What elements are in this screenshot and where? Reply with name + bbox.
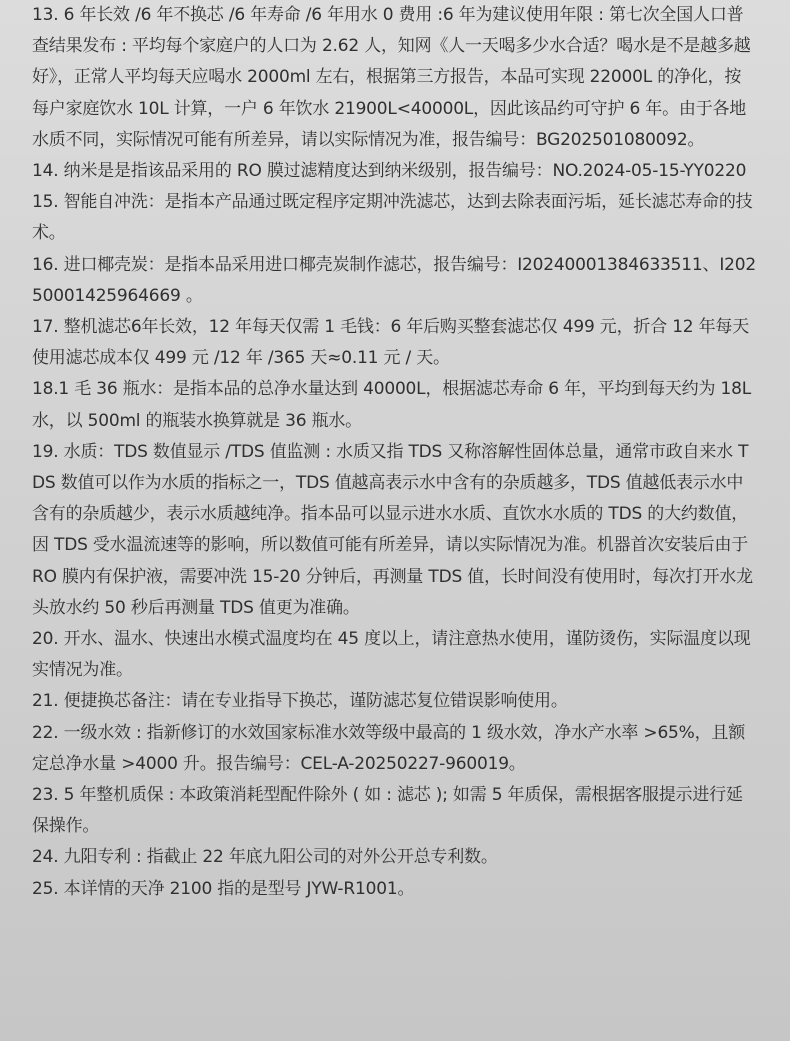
footnote-25: 25. 本详情的天净 2100 指的是型号 JYW-R1001。	[32, 878, 415, 899]
footnote-19: 19. 水质：TDS 数值显示 /TDS 值监测 : 水质又指 TDS 又称溶解性固体总量，通常市政自来水 TDS 数值可以作为水质的指标之一，TDS 值越高表示水中含有的杂质越多，TDS 值越低表示水中含有的杂质越少，表示水质越纯净。指本品可以显示进水水质、直饮水水质的 TDS 的大约数值，因 TDS 受水温流速等的影响，所以数值可能有所差异，请以实际情况为准。机器首次安装后由于 RO 膜内有保护液，需要冲洗 15-20 分钟后，再测量 TDS 值，长时间没有使用时，每次打开水龙头放水约 50 秒后再测量 TDS 值更为准确。	[32, 441, 753, 618]
footnote-16: 16. 进口椰壳炭：是指本品采用进口椰壳炭制作滤芯，报告编号：I20240001384633511、I20250001425964669 。	[32, 254, 756, 306]
footnote-22: 22. 一级水效 : 指新修订的水效国家标准水效等级中最高的 1 级水效，净水产水率 >65%，且额定总净水量 >4000 升。报告编号：CEL-A-20250227-960019。	[32, 722, 746, 774]
footnote-18: 18.1 毛 36 瓶水：是指本品的总净水量达到 40000L，根据滤芯寿命 6 年，平均到每天约为 18L 水，以 500ml 的瓶装水换算就是 36 瓶水。	[32, 379, 751, 431]
footnote-15: 15. 智能自冲洗：是指本产品通过既定程序定期冲洗滤芯，达到去除表面污垢，延长滤芯寿命的技术。	[32, 192, 753, 244]
footnote-13: 13. 6 年长效 /6 年不换芯 /6 年寿命 /6 年用水 0 费用 :6 年为建议使用年限 : 第七次全国人口普查结果发布 : 平均每个家庭户的人口为 2.62 人，知网《人一天喝多少水合适？喝水是不是越多越好》，正常人平均每天应喝水 2000ml 左右，根据第三方报告，本品可实现 22000L 的净化，按每户家庭饮水 10L 计算，一户 6 年饮水 21900L<40000L，因此该品约可守护 6 年。由于各地水质不同，实际情况可能有所差异，请以实际情况为准，报告编号：BG202501080092。	[32, 5, 751, 150]
footnote-20: 20. 开水、温水、快速出水模式温度均在 45 度以上，请注意热水使用，谨防烫伤，实际温度以现实情况为准。	[32, 629, 751, 681]
footnote-list	[32, 0, 756, 905]
footnote-17: 17. 整机滤芯6年长效，12 年每天仅需 1 毛钱：6 年后购买整套滤芯仅 499 元，折合 12 年每天使用滤芯成本仅 499 元 /12 年 /365 天≈0.11 元 / 天。	[32, 317, 750, 369]
footnote-24: 24. 九阳专利 : 指截止 22 年底九阳公司的对外公开总专利数。	[32, 847, 498, 868]
footnote-23: 23. 5 年整机质保 : 本政策消耗型配件除外 ( 如 : 滤芯 ); 如需 5 年质保，需根据客服提示进行延保操作。	[32, 785, 743, 837]
footnote-14: 14. 纳米是是指该品采用的 RO 膜过滤精度达到纳米级别，报告编号：NO.2024-05-15-YY0220	[32, 161, 747, 182]
footnote-21: 21. 便捷换芯备注：请在专业指导下换芯，谨防滤芯复位错误影响使用。	[32, 691, 568, 712]
